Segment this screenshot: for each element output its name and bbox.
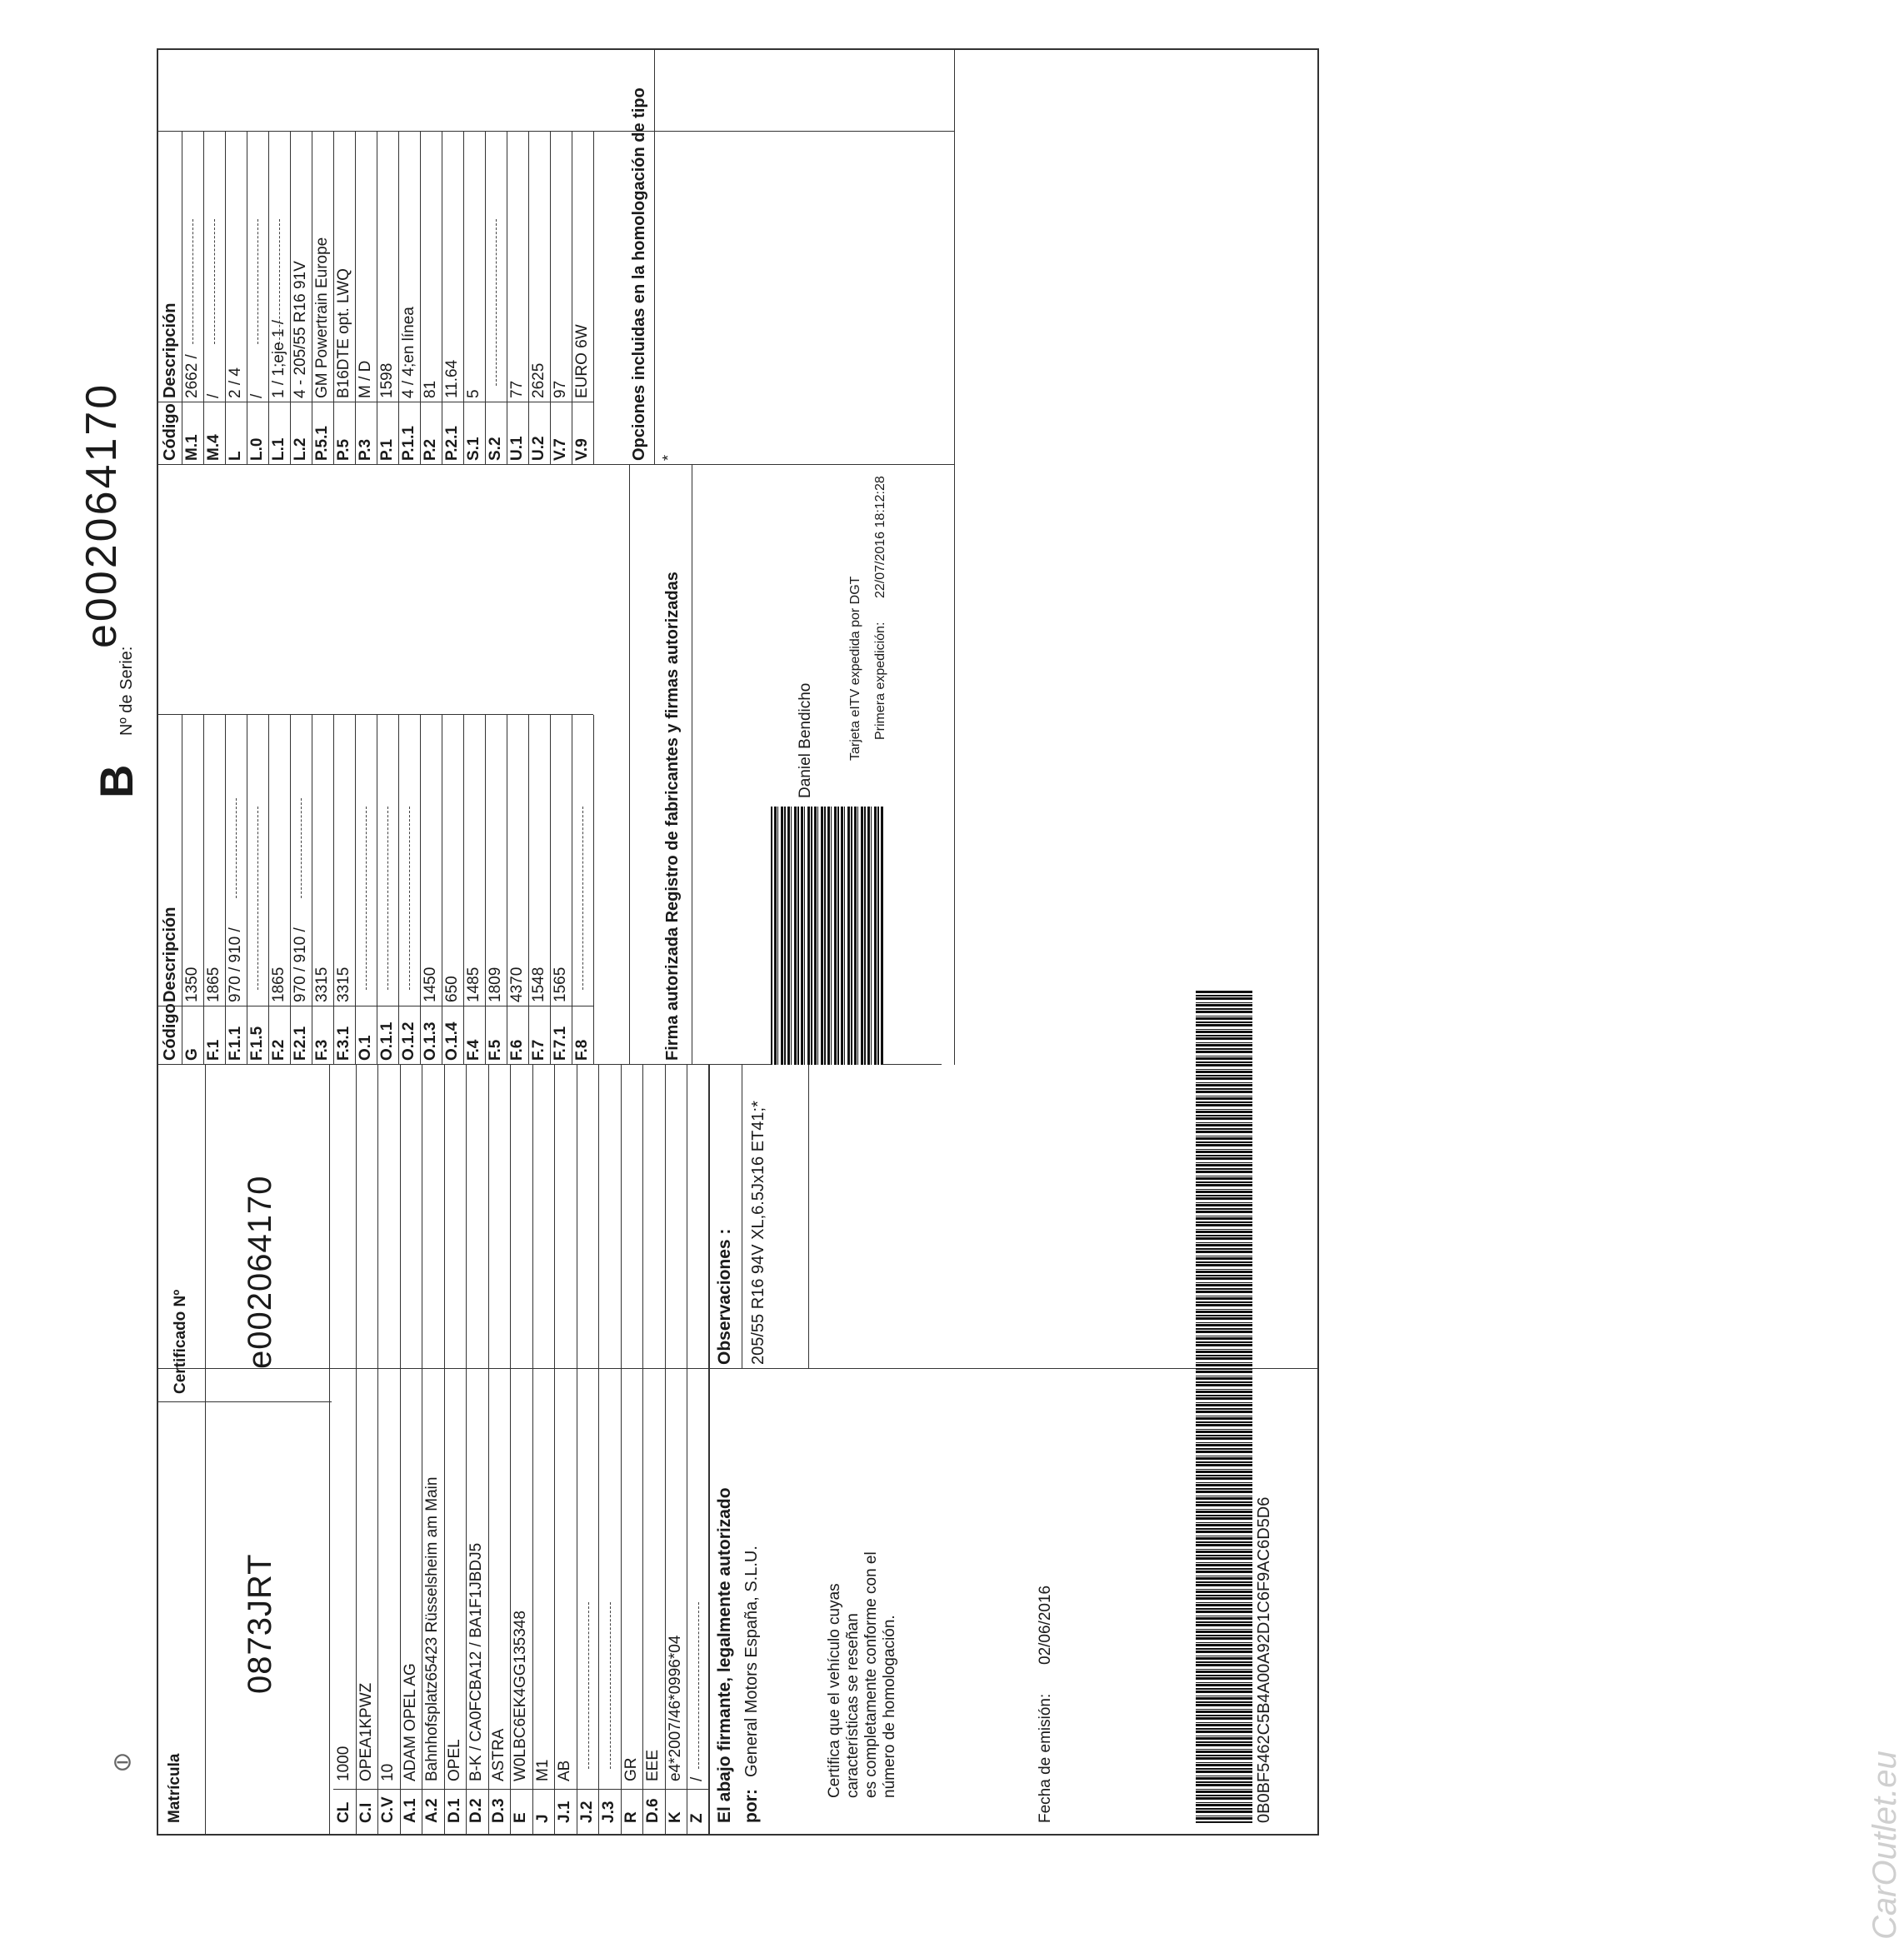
left-row-divider bbox=[621, 1065, 622, 1836]
left-code-divider bbox=[333, 1789, 709, 1790]
right-row-divider bbox=[528, 132, 529, 465]
mid-row-code: O.1.1 bbox=[378, 1021, 396, 1061]
right-row-code: V.7 bbox=[552, 438, 569, 461]
right-row-divider bbox=[355, 132, 356, 465]
mid-row-divider bbox=[355, 715, 356, 1065]
right-row-code: L.0 bbox=[248, 437, 266, 461]
observaciones-label: Observaciones : bbox=[715, 1228, 734, 1365]
right-row-code: P.5 bbox=[335, 438, 352, 461]
left-row-value: OPEL bbox=[445, 1739, 463, 1781]
mid-row-code: F.8 bbox=[573, 1039, 591, 1061]
left-row-value: / bbox=[688, 1776, 706, 1781]
right-row-code: S.1 bbox=[465, 437, 482, 461]
barcode-side bbox=[771, 807, 883, 1065]
right-row-value: 1 / 1;eje 1 / bbox=[270, 319, 287, 398]
opel-logo-icon: ⊖ bbox=[112, 1748, 133, 1776]
mid-row-dash bbox=[236, 798, 237, 898]
left-row-code: A.2 bbox=[423, 1798, 441, 1823]
left-row-code: D.6 bbox=[644, 1798, 662, 1823]
left-row-value: Bahnhofsplatz65423 Rüsselsheim am Main bbox=[423, 1476, 441, 1781]
mid-row-code: F.7.1 bbox=[552, 1026, 569, 1061]
right-row-code: U.2 bbox=[530, 436, 547, 461]
mid-row-code: G bbox=[183, 1048, 201, 1061]
right-row-value: 81 bbox=[422, 380, 439, 398]
left-row-divider bbox=[598, 1065, 599, 1836]
mid-row-value: 970 / 910 / bbox=[292, 927, 309, 1002]
mid-row-dash bbox=[301, 798, 302, 898]
right-row-value: / bbox=[205, 393, 222, 398]
left-row-code: Z bbox=[688, 1813, 706, 1823]
right-row-value: 77 bbox=[508, 380, 526, 398]
left-row-value: AB bbox=[556, 1760, 573, 1781]
mid-row-value: 1450 bbox=[422, 967, 439, 1002]
doc-letter: B bbox=[90, 764, 142, 798]
mid-row-code: F.1 bbox=[205, 1039, 222, 1061]
right-row-divider bbox=[268, 132, 269, 465]
serie-label: Nº de Serie: bbox=[117, 646, 136, 736]
signer-company: General Motors España, S.L.U. bbox=[742, 1546, 761, 1777]
right-row-code: L bbox=[227, 451, 244, 461]
right-row-value: EURO 6W bbox=[573, 324, 591, 398]
right-left-edge bbox=[157, 464, 629, 465]
left-row-divider bbox=[532, 1065, 533, 1836]
right-row-dash bbox=[257, 219, 258, 344]
certificado-value: e002064170 bbox=[242, 1175, 278, 1369]
mid-row-value: 1809 bbox=[487, 967, 504, 1002]
mid-row-code: O.1.4 bbox=[443, 1021, 461, 1061]
right-row-divider bbox=[225, 132, 226, 465]
mid-row-dash bbox=[366, 807, 367, 990]
mid-row-value: 1865 bbox=[205, 967, 222, 1002]
mid-row-value: 1350 bbox=[183, 967, 201, 1002]
certifica-line-2: características se reseñan bbox=[844, 1613, 862, 1798]
right-row-code: M.4 bbox=[205, 434, 222, 461]
left-row-code: J.2 bbox=[577, 1801, 596, 1823]
left-row-value: ASTRA bbox=[489, 1728, 507, 1781]
right-row-value: 2662 / bbox=[183, 354, 201, 398]
right-row-value: 11.64 bbox=[443, 359, 461, 398]
left-row-code: D.2 bbox=[467, 1798, 485, 1823]
right-header-code: Código bbox=[161, 403, 179, 461]
left-row-divider bbox=[444, 1065, 445, 1836]
right-row-value: 2625 bbox=[530, 362, 547, 398]
right-row-value: GM Powertrain Europe bbox=[313, 237, 331, 398]
left-row-value: GR bbox=[622, 1757, 640, 1781]
observaciones-value: 205/55 R16 94V XL,6.5Jx16 ET41;* bbox=[749, 1101, 767, 1365]
mid-row-value: 1485 bbox=[465, 967, 482, 1002]
mid-header-code: Código bbox=[161, 1003, 179, 1061]
mid-row-code: F.5 bbox=[487, 1039, 504, 1061]
mid-row-code: F.7 bbox=[530, 1039, 547, 1061]
primera-expedicion-label: Primera expedición: bbox=[873, 622, 887, 740]
mid-row-value: 3315 bbox=[313, 967, 331, 1002]
left-row-divider bbox=[642, 1065, 643, 1836]
mid-row-code: F.2.1 bbox=[292, 1026, 309, 1061]
mid-row-dash bbox=[409, 807, 410, 990]
mid-row-divider bbox=[398, 715, 399, 1065]
barcode-text: 0B0BF5462C5B4A00A92D1C6F9AC6D5D6 bbox=[1255, 1496, 1273, 1823]
mid-row-divider bbox=[528, 715, 529, 1065]
left-row-value: OPEA1KPWZ bbox=[357, 1682, 375, 1781]
left-row-divider bbox=[377, 1065, 378, 1836]
right-row-divider bbox=[550, 132, 551, 465]
right-row-code: V.9 bbox=[573, 438, 591, 461]
left-row-value: B-K / CA0FCBA12 / BA1F1JBDJ5 bbox=[467, 1542, 485, 1781]
left-row-code: A.1 bbox=[401, 1798, 419, 1823]
left-row-code: C.V bbox=[379, 1796, 397, 1823]
right-row-value: 4 - 205/55 R16 91V bbox=[292, 261, 309, 398]
right-row-value: 1598 bbox=[378, 362, 396, 398]
mid-row-code: F.6 bbox=[508, 1039, 526, 1061]
watermark: CarOutlet.eu bbox=[1867, 1751, 1903, 1940]
mid-row-dash bbox=[387, 807, 388, 990]
mid-row-dash bbox=[257, 807, 258, 990]
left-row-code: R bbox=[622, 1811, 640, 1823]
right-row-value: 2 / 4 bbox=[227, 367, 244, 398]
left-row-dash bbox=[610, 1602, 611, 1769]
mid-row-code: F.2 bbox=[270, 1039, 287, 1061]
right-row-code: P.2 bbox=[422, 438, 439, 461]
mid-row-code: O.1.2 bbox=[400, 1021, 417, 1061]
matricula-label: Matrícula bbox=[166, 1753, 183, 1823]
left-row-value: M1 bbox=[533, 1759, 552, 1781]
fecha-emision-label: Fecha de emisión: bbox=[1037, 1693, 1054, 1823]
mid-row-value: 1565 bbox=[552, 967, 569, 1002]
right-row-dash bbox=[279, 219, 280, 344]
right-row-code: S.2 bbox=[487, 437, 504, 461]
right-row-value: 4 / 4;en línea bbox=[400, 307, 417, 398]
right-row-value: / bbox=[248, 393, 266, 398]
mid-row-divider bbox=[333, 715, 334, 1065]
right-row-divider bbox=[463, 132, 464, 465]
mid-row-code: F.3 bbox=[313, 1039, 331, 1061]
mid-row-dash bbox=[582, 807, 583, 990]
mid-row-value: 970 / 910 / bbox=[227, 927, 244, 1002]
right-row-dash bbox=[192, 219, 193, 344]
mid-row-value: 4370 bbox=[508, 967, 526, 1002]
tarjeta-text: Tarjeta eITV expedida por DGT bbox=[848, 576, 862, 761]
mid-row-code: F.3.1 bbox=[335, 1026, 352, 1061]
left-row-code: C.I bbox=[357, 1802, 375, 1823]
left-row-value: 1000 bbox=[335, 1746, 352, 1781]
right-row-code: U.1 bbox=[508, 436, 526, 461]
right-row-code: L.2 bbox=[292, 437, 309, 461]
opciones-value: * bbox=[660, 454, 677, 461]
serie-value: e002064170 bbox=[77, 382, 126, 648]
right-row-divider bbox=[420, 132, 421, 465]
mid-row-divider bbox=[485, 715, 486, 1065]
mid-row-value: 3315 bbox=[335, 967, 352, 1002]
certifica-line-3: es completamente conforme con el bbox=[862, 1551, 880, 1798]
left-row-value: ADAM OPEL AG bbox=[401, 1663, 419, 1781]
firma-name: Daniel Bendicho bbox=[797, 682, 814, 798]
mid-row-value: 650 bbox=[443, 976, 461, 1002]
mid-row-divider bbox=[290, 715, 291, 1065]
left-row-value: EEE bbox=[644, 1749, 662, 1781]
left-row-dash bbox=[588, 1602, 589, 1769]
primera-expedicion-value: 22/07/2016 18:12:28 bbox=[873, 476, 887, 598]
fecha-emision-value: 02/06/2016 bbox=[1037, 1585, 1054, 1665]
mid-row-value: 1548 bbox=[530, 967, 547, 1002]
certifica-line-4: número de homologación. bbox=[881, 1615, 898, 1798]
matricula-value: 0873JRT bbox=[242, 1553, 278, 1694]
barcode-bottom bbox=[1196, 990, 1252, 1823]
right-row-dash bbox=[214, 219, 215, 344]
mid-row-divider bbox=[550, 715, 551, 1065]
right-row-code: P.3 bbox=[357, 438, 374, 461]
right-row-divider bbox=[593, 132, 594, 465]
mid-row-code: O.1 bbox=[357, 1035, 374, 1061]
left-row-code: J.1 bbox=[556, 1801, 573, 1823]
left-row-value: W0LBC6EK4GG135348 bbox=[512, 1611, 529, 1781]
left-row-code: CL bbox=[335, 1801, 352, 1823]
right-row-divider bbox=[398, 132, 399, 465]
left-row-code: D.3 bbox=[489, 1798, 507, 1823]
mid-row-code: F.4 bbox=[465, 1039, 482, 1061]
mid-row-divider bbox=[225, 715, 226, 1065]
por-label: por: bbox=[742, 1789, 761, 1823]
mid-row-code: F.1.1 bbox=[227, 1026, 244, 1061]
right-row-dash bbox=[496, 219, 497, 386]
mid-row-code: F.1.5 bbox=[248, 1026, 266, 1061]
left-row-code: E bbox=[512, 1812, 529, 1823]
mid-row-value: 1865 bbox=[270, 967, 287, 1002]
right-row-divider bbox=[485, 132, 486, 465]
mid-row-divider bbox=[593, 715, 594, 1065]
mid-row-divider bbox=[463, 715, 464, 1065]
left-row-code: K bbox=[666, 1811, 684, 1823]
right-header-desc: Descripción bbox=[161, 302, 179, 398]
left-row-value: 10 bbox=[379, 1763, 397, 1781]
mid-row-divider bbox=[268, 715, 269, 1065]
left-row-code: J bbox=[533, 1814, 552, 1823]
right-row-code: P.1 bbox=[378, 438, 396, 461]
certifica-line-1: Certifica que el vehículo cuyas bbox=[826, 1583, 843, 1798]
right-row-value: 97 bbox=[552, 380, 569, 398]
mid-row-divider bbox=[203, 715, 204, 1065]
mid-row-code: O.1.3 bbox=[422, 1021, 439, 1061]
right-row-value: M / D bbox=[357, 360, 374, 398]
right-row-code: P.5.1 bbox=[313, 426, 331, 461]
signer-title: El abajo firmante, legalmente autorizado bbox=[715, 1487, 734, 1823]
left-row-dash bbox=[698, 1602, 699, 1769]
right-row-code: M.1 bbox=[183, 434, 201, 461]
mid-row-divider bbox=[420, 715, 421, 1065]
right-row-code: P.2.1 bbox=[443, 426, 461, 461]
opciones-label: Opciones incluidas en la homologación de tipo bbox=[630, 87, 648, 461]
right-row-code: P.1.1 bbox=[400, 426, 417, 461]
certificado-label: Certificado Nº bbox=[172, 1289, 189, 1394]
right-row-code: L.1 bbox=[270, 437, 287, 461]
mid-header-desc: Descripción bbox=[161, 907, 179, 1002]
left-row-code: J.3 bbox=[600, 1801, 617, 1823]
right-row-divider bbox=[203, 132, 204, 465]
right-row-value: B16DTE opt. LWQ bbox=[335, 268, 352, 398]
firma-label: Firma autorizada Registro de fabricantes y firmas autorizadas bbox=[663, 572, 682, 1061]
right-row-value: 5 bbox=[465, 389, 482, 398]
left-row-value: e4*2007/46*0996*04 bbox=[666, 1635, 684, 1781]
left-row-divider bbox=[488, 1065, 489, 1836]
left-row-divider bbox=[554, 1065, 555, 1836]
left-row-code: D.1 bbox=[445, 1798, 463, 1823]
